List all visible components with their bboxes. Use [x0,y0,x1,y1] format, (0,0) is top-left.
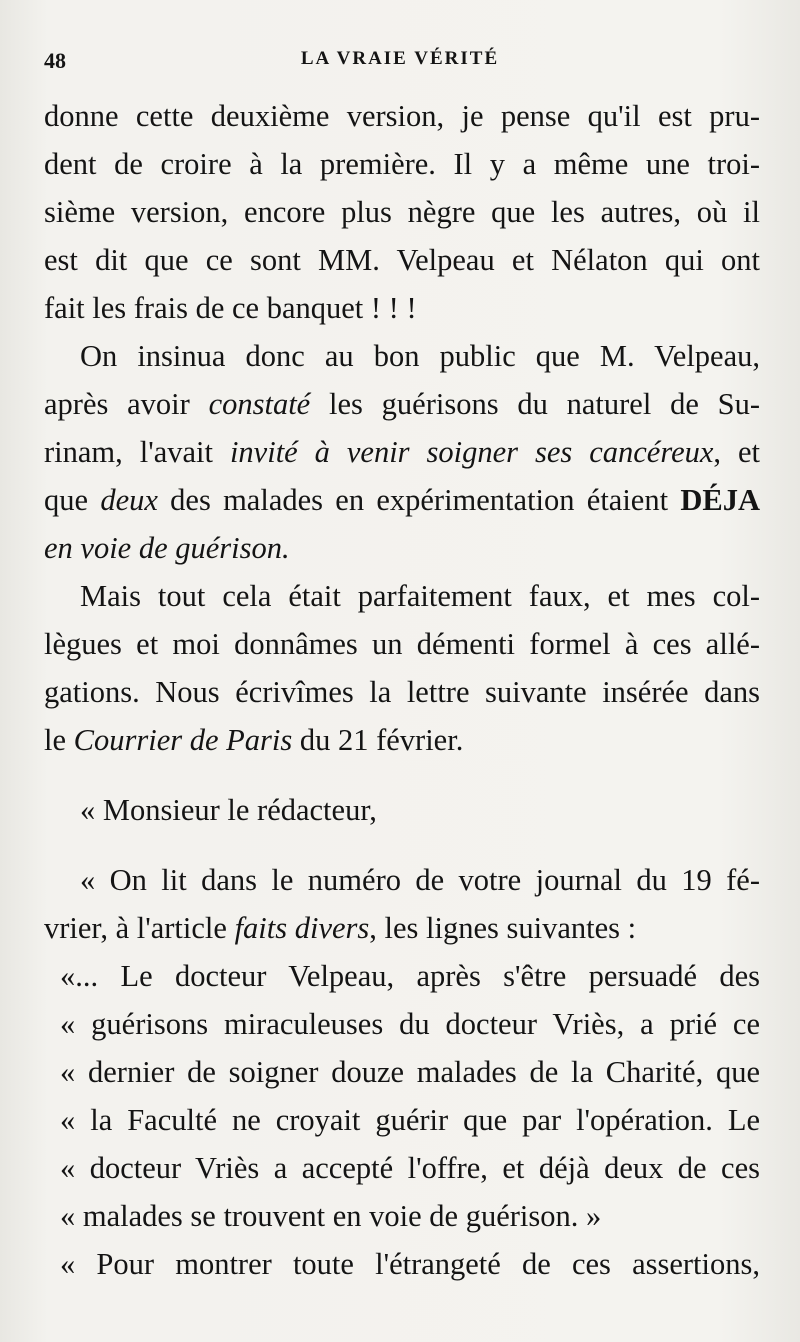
text-line: Mais tout cela était parfaitement faux, et mes col- [80,579,760,613]
emphasis: deux [100,483,158,517]
text-line: « Pour montrer toute l'étrangeté de ces assertions, [60,1247,760,1281]
letter-paragraph [44,856,760,952]
paragraph-3 [44,572,760,764]
text-line [44,428,760,476]
page-body [44,92,760,1288]
text-line: fait les frais de ce banquet ! ! ! [44,291,417,325]
emphasis: constaté [208,387,311,421]
text-line: sième version, encore plus nègre que les autres, où il [44,195,760,229]
letter-salutation: « Monsieur le rédacteur, [80,793,377,827]
text-line: gations. Nous écrivîmes la lettre suivante insérée dans [44,675,760,709]
text-line: On insinua donc au bon public que M. Velpeau, [80,339,760,373]
quote-line: « dernier de soigner douze malades de la Charité, que [60,1055,760,1089]
emphasis: en voie de guérison. [44,531,290,565]
text-line: donne cette deuxième version, je pense qu'il est pru- [44,99,760,133]
text-run: que [44,483,101,517]
text-line [44,476,760,524]
page-header [44,44,756,74]
text-line: lègues et moi donnâmes un démenti formel à ces allé- [44,627,760,661]
text-line: est dit que ce sont MM. Velpeau et Nélaton qui ont [44,243,760,277]
spacer [44,834,760,856]
text-run: après avoir [44,387,209,421]
emphasis: faits divers [234,911,370,945]
text-line [44,904,760,952]
bold-text: DÉJA [680,483,760,517]
running-title: LA VRAIE VÉRITÉ [300,48,500,69]
text-line [44,380,760,428]
text-run: rinam, l'avait [44,435,230,469]
text-run: , les lignes suivantes : [369,911,637,945]
text-run: des malades en expérimentation étaient [157,483,681,517]
quote-line: « la Faculté ne croyait guérir que par l'opération. Le [60,1103,760,1137]
quoted-passage [44,952,760,1240]
text-run: les guérisons du naturel de Su- [310,387,760,421]
text-run: du 21 février. [292,723,464,757]
text-line [44,716,760,764]
text-run: vrier, à l'article [44,911,235,945]
text-run: , et [713,435,761,469]
page-number: 48 [44,48,66,73]
emphasis: Courrier de Paris [73,723,293,757]
quote-line: « docteur Vriès a accepté l'offre, et déjà deux de ces [60,1151,760,1185]
text-run: le [44,723,74,757]
text-line [44,524,760,572]
quote-line: « malades se trouvent en voie de guérison. » [60,1199,602,1233]
paragraph-1 [44,92,760,332]
text-line: dent de croire à la première. Il y a même une troi- [44,147,760,181]
quote-line: « guérisons miraculeuses du docteur Vriès, a prié ce [60,1007,760,1041]
text-line: « On lit dans le numéro de votre journal du 19 fé- [80,863,760,897]
quote-line: «... Le docteur Velpeau, après s'être persuadé des [60,959,760,993]
spacer [44,764,760,786]
paragraph-2 [44,332,760,572]
emphasis: invité à venir soigner ses cancéreux [229,435,714,469]
